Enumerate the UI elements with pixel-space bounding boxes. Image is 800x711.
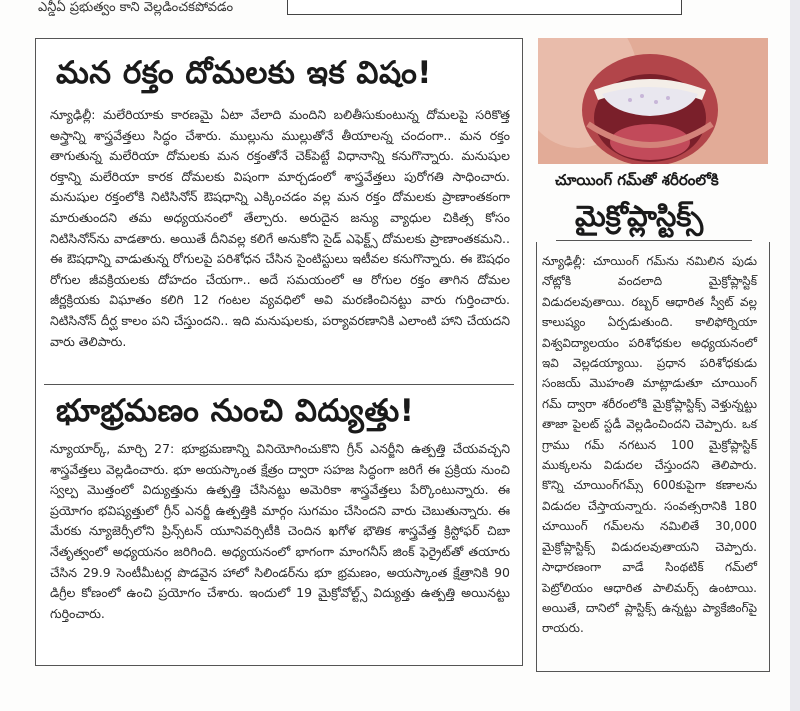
top-strip-box — [287, 0, 682, 15]
right-edge-strip — [790, 0, 800, 711]
article-2-body: న్యూయార్క్, మార్చి 27: భూభ్రమణాన్ని వినియోగించుకొని గ్రీన్ ఎనర్జీని ఉత్పత్తి చేయవచ్చని శాస్త్రవేత్తలు వెల్లడించారు. భూ అయస్కాంత క్షేత్రం ద్వారా సహజ సిద్ధంగా జరిగే ఈ ప్రక్రియ నుంచి స్వల్ప మొత్తంలో విద్యుత్తును ఉత్పత్తి చేసినట్టు అమెరికా శాస్త్రవేత్తలు పేర్కొంటున్నారు. ఈ ప్రయోగం భవిష్యత్తులో గ్రీన్ ఎనర్జీ ఉత్పత్తికి మార్గం సుగమం చేసిందని వారు చెబుతున్నారు. ఈ మేరకు న్యూజెర్సీలోని ప్రిన్స్‌టన్ యూనివర్సిటీకి చెందిన ఖగోళ భౌతిక శాస్త్రవేత్త క్రిస్టోఫర్ చిబా నేతృత్వంలో అధ్యయనం జరిగింది. అధ్యయనంలో భాగంగా మాంగనీస్ జింక్ ఫెర్రైట్‌తో తయారు చేసిన 29.9 సెంటీమీటర్ల పొడవైన హాలో సిలిండర్‌ను భూ భ్రమణం, అయస్కాంత క్షేత్రానికి 90 డిగ్రీల కోణంలో ఉంచి ప్రయోగం చేశారు. ఇందులో 19 మైక్రోవోల్ట్స్ విద్యుత్తు ఉత్పత్తి అయినట్టు గుర్తించారు. — [50, 441, 510, 621]
top-strip — [0, 0, 800, 26]
article-1-headline: మన రక్తం దోమలకు ఇక విషం! — [56, 55, 432, 91]
left-articles-box — [35, 38, 523, 666]
article-3-headline: మైక్రోప్లాస్టిక్స్ — [575, 199, 704, 233]
article-3-rule — [556, 240, 752, 241]
article-1-body: న్యూఢిల్లీ: మలేరియాకు కారణమై ఏటా వేలాది మందిని బలితీసుకుంటున్న దోమలపై సరికొత్త అస్త్రాన్ని శాస్త్రవేత్తలు సిద్ధం చేశారు. ముల్లును ముల్లుతోనే తీయాలన్న చందంగా.. మన రక్తం తాగుతున్న మలేరియా దోమలకు మన రక్తంతోనే చెక్‌పెట్టే విధానాన్ని కనుగొన్నారు. మనుషుల రక్తాన్ని మలేరియా కారక దోమలకు విషంగా మార్చడంలో శాస్త్రవేత్తలు పురోగతి సాధించారు. మనుషుల రక్తంలోకి నిటిసినోన్ ఔషధాన్ని ఎక్కించడం వల్ల మన రక్తం దోమలకు ప్రాణాంతకంగా మారుతుందని తమ అధ్యయనంలో తేల్చారు. అరుదైన జన్యు వ్యాధుల చికిత్స కోసం నిటిసినోన్‌ను వాడతారు. అయితే దీనివల్ల కలిగే అనుకోని సైడ్ ఎఫెక్ట్స్ దోమలకు ప్రాణాంతకమని.. ఈ ఔషధాన్ని వాడుతున్న రోగులపై పరిశోధన చేసిన సైంటిస్టులు ఇటీవల కనుగొన్నారు. ఈ ఔషధం రోగుల జీవక్రియలకు దోహదం చేయగా.. అదే సమయంలో ఆ రోగుల రక్తం తాగిన దోమల జీర్ణక్రియకు విఘాతం కలిగి 12 గంటల వ్యవధిలో అవి మరణించినట్టు వారు గుర్తించారు. నిటిసినోన్ దీర్ఘ కాలం పని చేస్తుందని.. ఇది మనుషులకు, పర్యావరణానికి ఎలాంటి హాని చేయదని వారు తెలిపారు. — [50, 107, 510, 349]
article-divider — [44, 384, 514, 385]
article-3-kicker: చూయింగ్ గమ్‌తో శరీరంలోకి — [555, 171, 719, 189]
article-3-body: న్యూఢిల్లీ: చూయింగ్ గమ్‌ను నమిలిన పుడు నోట్లోకి వందలాది మైక్రోప్లాస్టిక్ విడుదలవుతాయి. రబ్బర్ ఆధారిత స్వీట్ వల్ల కాలుష్యం ఏర్పడుతుంది. కాలిఫోర్నియా విశ్వవిద్యాలయం పరిశోధకుల అధ్యయనంలో ఇవి వెల్లడయ్యాయి. ప్రధాన పరిశోధకుడు సంజయ్ మొహంతి మాట్లాడుతూ చూయింగ్ గమ్ ద్వారా శరీరంలోకి మైక్రోప్లాస్టిక్స్ వెళ్తున్నట్టు తాజా పైలట్ స్టడీ వెల్లడించిందని చెప్పారు. ఒక గ్రాము గమ్ నగటున 100 మైక్రోప్లాస్టిక్ ముక్కలను విడుదల చేస్తుందని తెలిపారు. కొన్ని చూయింగ్‌గమ్స్ 600కుపైగా కణాలను విడుదల చేస్తాయన్నారు. సంవత్సరానికి 180 చూయింగ్ గమ్‌లను నమిలితే 30,000 మైక్రోప్లాస్టిక్స్ విడుదలవుతాయని చెప్పారు. సాధారణంగా వాడే సింథటిక్ గమ్‌లో పెట్రోలియం ఆధారిత పాలిమర్స్ ఉంటాయి. అయితే, దానిలో ప్లాస్టిక్స్ ఉన్నట్టు ప్యాకేజింగ్‌పై రాయరు. — [542, 254, 757, 636]
open-mouth-illustration — [538, 38, 768, 164]
top-strip-text: ఎన్డీఏ ప్రభుత్వం కాని వెల్లడించకపోవడం — [38, 0, 234, 15]
chewing-gum-photo — [538, 38, 768, 164]
article-2-headline: భూభ్రమణం నుంచి విద్యుత్తు! — [56, 393, 415, 429]
